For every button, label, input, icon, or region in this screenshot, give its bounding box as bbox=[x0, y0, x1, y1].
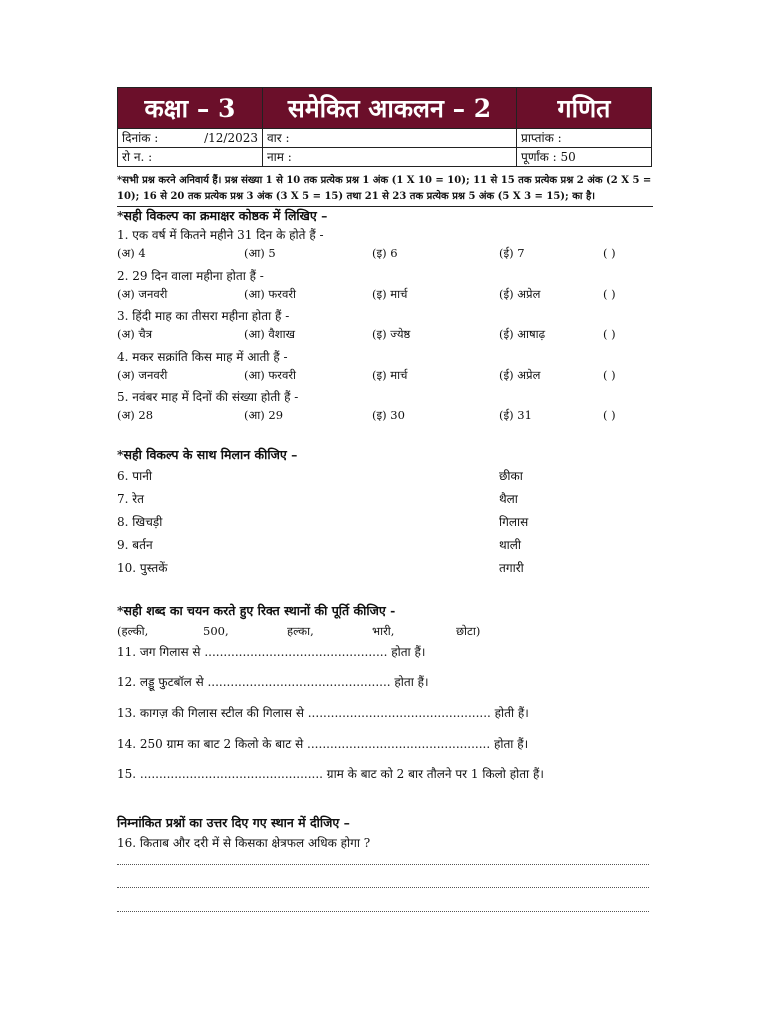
mcq-option: (आ) 5 bbox=[244, 246, 276, 260]
mcq-option: (अ) 4 bbox=[117, 246, 146, 260]
word-bank-item: (हल्की, bbox=[117, 624, 149, 638]
match-left-item: 7. रेत bbox=[117, 492, 145, 506]
answer-bracket[interactable]: ( ) bbox=[603, 367, 616, 382]
mcq-question: 5. नवंबर माह में दिनों की संख्या होती हैं - bbox=[117, 390, 299, 404]
matching-heading: *सही विकल्प के साथ मिलान कीजिए – bbox=[117, 447, 298, 462]
match-left-item: 8. खिचड़ी bbox=[117, 515, 163, 529]
info-row-1 bbox=[118, 129, 652, 148]
mcq-question: 3. हिंदी माह का तीसरा महीना होता हैं - bbox=[117, 309, 290, 323]
class-label: कक्षा – 3 bbox=[118, 88, 263, 129]
mcq-option: (आ) फरवरी bbox=[244, 286, 297, 301]
mcq-option: (ई) अप्रेल bbox=[499, 286, 541, 301]
mcq-option: (अ) जनवरी bbox=[117, 367, 168, 382]
day-cell: वार : bbox=[263, 129, 517, 148]
mcq-option: (आ) 29 bbox=[244, 408, 284, 422]
name-cell: नाम : bbox=[263, 148, 517, 167]
subject-title: गणित bbox=[517, 88, 652, 129]
answer-line bbox=[117, 864, 649, 865]
match-right-item: छीका bbox=[499, 469, 523, 483]
answer-bracket[interactable]: ( ) bbox=[603, 327, 616, 341]
mcq-option: (इ) मार्च bbox=[372, 286, 408, 301]
mcq-question: 2. 29 दिन वाला महीना होता हैं - bbox=[117, 268, 264, 283]
title-row bbox=[118, 88, 652, 129]
fill-blank-question: 12. लड्डू फुटबॉल से ................................................ होता हैं। bbox=[117, 675, 429, 689]
word-bank-item: भारी, bbox=[372, 624, 395, 638]
answer-line bbox=[117, 911, 649, 912]
fill-heading: *सही शब्द का चयन करते हुए रिक्त स्थानों की पूर्ति कीजिए - bbox=[117, 603, 396, 618]
mcq-heading: *सही विकल्प का क्रमाक्षर कोष्ठक में लिखिए – bbox=[117, 208, 328, 223]
match-left-item: 10. पुस्तकें bbox=[117, 561, 168, 575]
answer-bracket[interactable]: ( ) bbox=[603, 286, 616, 301]
mcq-option: (अ) 28 bbox=[117, 408, 154, 422]
match-right-item: गिलास bbox=[499, 515, 529, 529]
mcq-option: (इ) मार्च bbox=[372, 367, 408, 382]
mcq-option: (ई) अप्रेल bbox=[499, 367, 541, 382]
total-marks-cell: पूर्णांक : 50 bbox=[517, 148, 652, 167]
info-row-2 bbox=[118, 148, 652, 167]
word-bank-item: छोटा) bbox=[456, 624, 481, 638]
mcq-option: (इ) ज्येष्ठ bbox=[372, 327, 411, 341]
match-left-item: 9. बर्तन bbox=[117, 538, 153, 552]
fill-blank-question: 14. 250 ग्राम का बाट 2 किलो के बाट से ................................................ होता हैं। bbox=[117, 737, 529, 751]
match-left-item: 6. पानी bbox=[117, 469, 152, 483]
mcq-option: (ई) आषाढ़ bbox=[499, 327, 546, 341]
match-right-item: तगारी bbox=[499, 561, 524, 575]
mcq-question: 4. मकर सक्रांति किस माह में आती हैं - bbox=[117, 349, 288, 364]
date-label: दिनांक : bbox=[122, 131, 159, 145]
mcq-option: (आ) वैशाख bbox=[244, 327, 295, 341]
exam-title: समेकित आकलन – 2 bbox=[263, 88, 517, 129]
word-bank-item: 500, bbox=[203, 624, 229, 638]
mcq-option: (अ) चैत्र bbox=[117, 327, 153, 341]
header-table bbox=[117, 87, 652, 167]
answer-bracket[interactable]: ( ) bbox=[603, 246, 616, 260]
marks-obtained-cell: प्राप्तांक : bbox=[517, 129, 652, 148]
date-cell bbox=[118, 129, 263, 148]
match-right-item: थैला bbox=[499, 492, 518, 506]
answer-line bbox=[117, 887, 649, 888]
mcq-option: (इ) 6 bbox=[372, 246, 398, 260]
mcq-option: (आ) फरवरी bbox=[244, 367, 297, 382]
roll-cell: रो न. : bbox=[118, 148, 263, 167]
short-answer-heading: निम्नांकित प्रश्नों का उत्तर दिए गए स्थान में दीजिए – bbox=[117, 815, 350, 830]
fill-blank-question: 13. कागज़ की गिलास स्टील की गिलास से ................................................ होती हैं। bbox=[117, 706, 529, 720]
date-value: /12/2023 bbox=[204, 131, 258, 145]
fill-blank-question: 11. जग गिलास से ................................................ होता हैं। bbox=[117, 645, 426, 659]
word-bank-item: हल्का, bbox=[287, 624, 314, 638]
mcq-option: (इ) 30 bbox=[372, 408, 405, 422]
mcq-question: 1. एक वर्ष में कितने महीने 31 दिन के होते हैं - bbox=[117, 228, 324, 242]
mcq-option: (ई) 31 bbox=[499, 408, 532, 422]
fill-blank-question: 15. ................................................ ग्राम के बाट को 2 बार तौलने पर 1 किलो होता हैं। bbox=[117, 767, 544, 781]
mcq-option: (अ) जनवरी bbox=[117, 286, 168, 301]
mcq-option: (ई) 7 bbox=[499, 246, 525, 260]
instructions: *सभी प्रश्न करने अनिवार्य हैं। प्रश्न संख्या 1 से 10 तक प्रत्येक प्रश्न 1 अंक (1 X 10 = 10); 11 से 15 तक प्रत्येक प्रश्न 2 अंक (2 X 5 = 10); 16 से 20 तक प्रत्येक प्रश्न 3 अंक (3 X 5 = 15) तथा 21 से 23 तक प्रत्येक प्रश्न 5 अंक (5 X 3 = 15); का है। bbox=[117, 173, 653, 207]
question-16: 16. किताब और दरी में से किसका क्षेत्रफल अधिक होगा ? bbox=[117, 836, 371, 850]
answer-bracket[interactable]: ( ) bbox=[603, 408, 616, 422]
match-right-item: थाली bbox=[499, 538, 522, 552]
